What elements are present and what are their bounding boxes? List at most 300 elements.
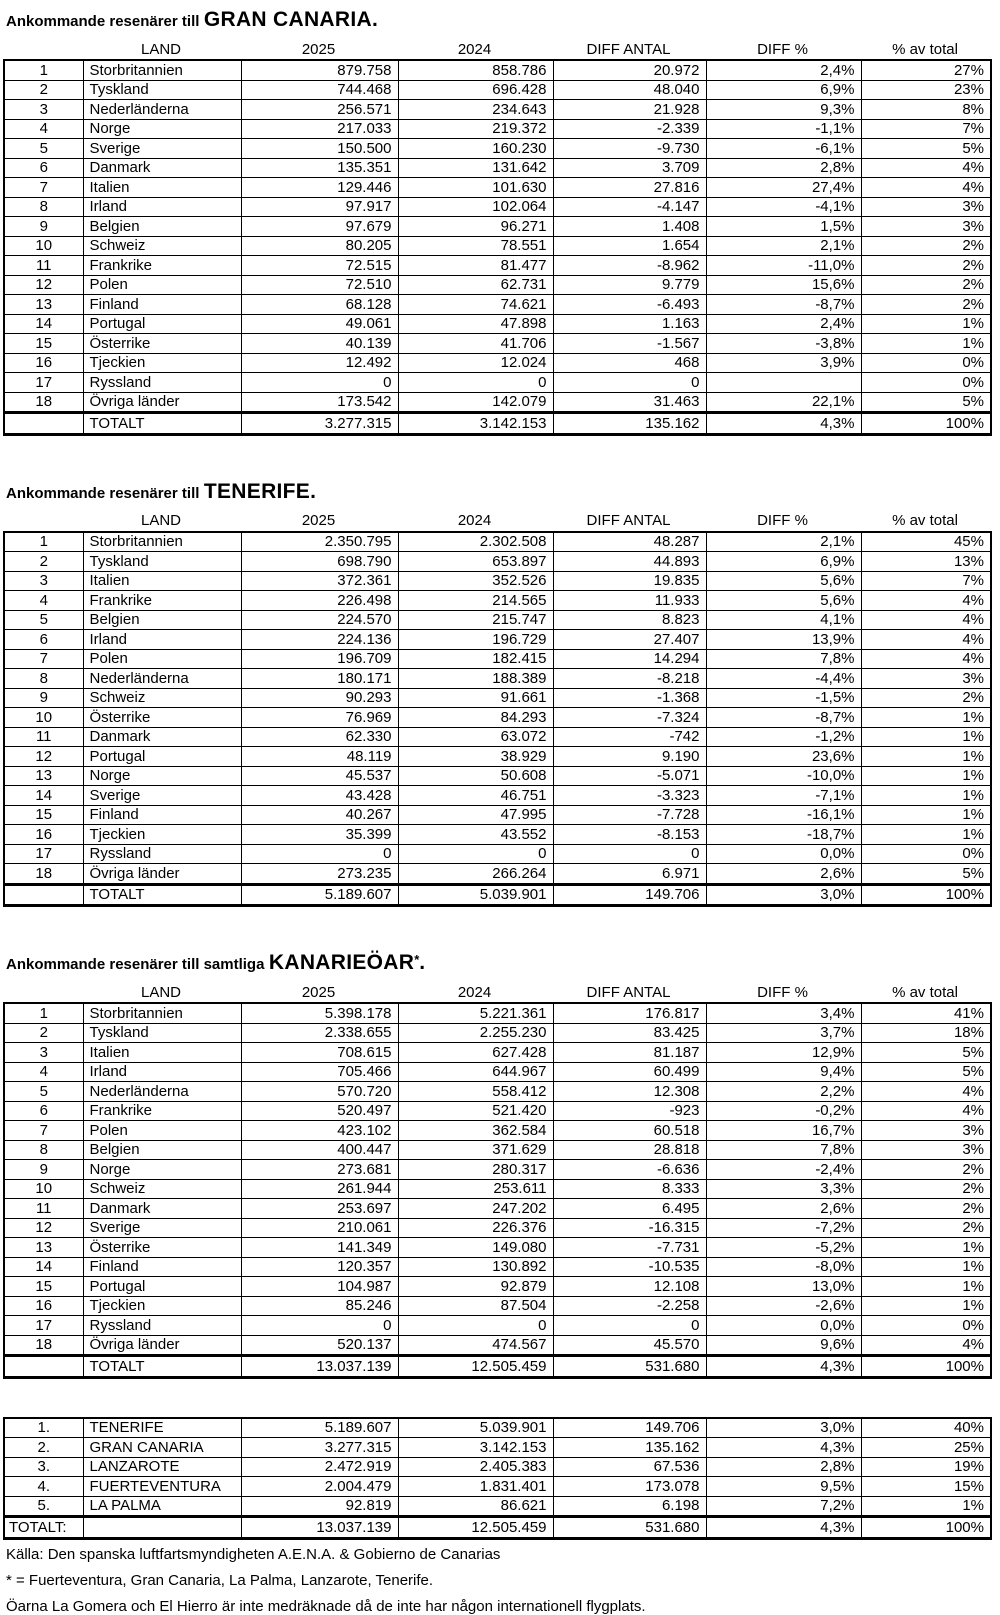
row-value-cell: -1.567 [553, 334, 706, 354]
table-row [4, 197, 991, 217]
row-value-cell: 1% [861, 1277, 991, 1297]
row-value-cell: 2.338.655 [241, 1023, 398, 1043]
row-value-cell: 2,1% [706, 532, 861, 552]
row-index-cell: 16 [4, 825, 83, 845]
row-index-cell: 3 [4, 100, 83, 120]
row-index-cell: 18 [4, 1335, 83, 1356]
row-value-cell: 9,5% [706, 1477, 861, 1497]
row-value-cell: 41.706 [398, 334, 553, 354]
row-label-cell: Sverige [83, 786, 241, 806]
row-value-cell: 38.929 [398, 747, 553, 767]
col-header-diff-pct: DIFF % [757, 512, 808, 529]
row-value-cell: 40% [861, 1418, 991, 1438]
row-index-cell: 4 [4, 1062, 83, 1082]
row-index-cell: 14 [4, 1257, 83, 1277]
row-value-cell: 41% [861, 1003, 991, 1023]
row-value-cell: 91.661 [398, 688, 553, 708]
row-value-cell: 3,4% [706, 1003, 861, 1023]
row-label-cell: Österrike [83, 1238, 241, 1258]
row-value-cell: 7,8% [706, 1140, 861, 1160]
row-index-cell: 2. [4, 1438, 83, 1458]
row-index-cell: 8 [4, 197, 83, 217]
row-value-cell: -8.962 [553, 256, 706, 276]
table-row [4, 649, 991, 669]
row-value-cell: 3.142.153 [398, 1438, 553, 1458]
row-value-cell: 2% [861, 688, 991, 708]
row-value-cell: 35.399 [241, 825, 398, 845]
row-label-cell: Italien [83, 1043, 241, 1063]
row-index-cell: 1 [4, 532, 83, 552]
row-value-cell: 149.706 [553, 884, 706, 906]
row-value-cell: 5% [861, 139, 991, 159]
row-value-cell: 627.428 [398, 1043, 553, 1063]
col-header-diff-antal: DIFF ANTAL [586, 40, 671, 58]
row-value-cell: 4,1% [706, 610, 861, 630]
row-index-cell: 2 [4, 80, 83, 100]
row-value-cell: 3% [861, 197, 991, 217]
row-value-cell: 247.202 [398, 1199, 553, 1219]
row-value-cell: 45.537 [241, 766, 398, 786]
section-title [6, 480, 1000, 504]
tenerife-table [3, 531, 992, 908]
row-value-cell: 100% [861, 1517, 991, 1539]
row-value-cell: 43.428 [241, 786, 398, 806]
row-label-cell: Tyskland [83, 552, 241, 572]
row-value-cell: 1% [861, 1496, 991, 1517]
row-value-cell: 644.967 [398, 1062, 553, 1082]
row-label-cell: Polen [83, 649, 241, 669]
row-value-cell: 6.495 [553, 1199, 706, 1219]
table-row [4, 275, 991, 295]
row-value-cell: 47.995 [398, 805, 553, 825]
row-value-cell: 40.139 [241, 334, 398, 354]
row-value-cell: 1.163 [553, 314, 706, 334]
table-row [4, 571, 991, 591]
kanarieoar-table [3, 1002, 992, 1379]
row-value-cell: 2,2% [706, 1082, 861, 1102]
row-value-cell: 188.389 [398, 669, 553, 689]
row-value-cell: 13% [861, 552, 991, 572]
row-value-cell: 4% [861, 610, 991, 630]
islands-note: Öarna La Gomera och El Hierro är inte medräknade då de inte har någon internationell flygplats. [6, 1597, 646, 1615]
row-index-cell: 2 [4, 1023, 83, 1043]
row-value-cell: 1% [861, 805, 991, 825]
table-row [4, 766, 991, 786]
row-value-cell: 135.162 [553, 1438, 706, 1458]
row-value-cell: -6.636 [553, 1160, 706, 1180]
row-value-cell: 531.680 [553, 1356, 706, 1378]
row-value-cell: -3.323 [553, 786, 706, 806]
asterisk-note: * = Fuerteventura, Gran Canaria, La Palma, Lanzarote, Tenerife. [6, 1571, 434, 1589]
row-index-cell: 17 [4, 373, 83, 393]
table-row [4, 1121, 991, 1141]
row-label-cell: Danmark [83, 158, 241, 178]
row-value-cell: 15,6% [706, 275, 861, 295]
table-row [4, 669, 991, 689]
row-value-cell: 27.407 [553, 630, 706, 650]
table-row [4, 825, 991, 845]
row-value-cell: 9.190 [553, 747, 706, 767]
row-value-cell: 19.835 [553, 571, 706, 591]
row-index-cell: 3. [4, 1457, 83, 1477]
table-row [4, 373, 991, 393]
row-value-cell: 78.551 [398, 236, 553, 256]
row-index-cell: 10 [4, 1179, 83, 1199]
row-value-cell: 4% [861, 649, 991, 669]
row-value-cell: 2,6% [706, 1199, 861, 1219]
row-value-cell: 9.779 [553, 275, 706, 295]
table-row [4, 1438, 991, 1458]
row-label-cell: Finland [83, 295, 241, 315]
row-label-cell: Frankrike [83, 256, 241, 276]
row-value-cell: 3.277.315 [241, 1438, 398, 1458]
row-value-cell: 13,0% [706, 1277, 861, 1297]
table-row [4, 100, 991, 120]
row-value-cell: 0 [553, 844, 706, 864]
row-value-cell: 2% [861, 1160, 991, 1180]
row-value-cell: 224.136 [241, 630, 398, 650]
table-row [4, 1003, 991, 1023]
row-value-cell: 49.061 [241, 314, 398, 334]
table-row [4, 1457, 991, 1477]
table-row [4, 1316, 991, 1336]
row-index-cell: 2 [4, 552, 83, 572]
row-value-cell: 12.308 [553, 1082, 706, 1102]
row-value-cell: 0% [861, 844, 991, 864]
row-value-cell: 0 [241, 1316, 398, 1336]
row-index-cell: 14 [4, 786, 83, 806]
title-prefix: Ankommande resenärer till [6, 13, 200, 30]
row-index-cell: 8 [4, 669, 83, 689]
row-value-cell: 8.333 [553, 1179, 706, 1199]
row-value-cell: 3% [861, 1140, 991, 1160]
row-index-cell [4, 413, 83, 435]
table-row [4, 119, 991, 139]
row-value-cell: 3,7% [706, 1023, 861, 1043]
row-label-cell: GRAN CANARIA [83, 1438, 241, 1458]
row-value-cell: 7% [861, 119, 991, 139]
row-value-cell: 45.570 [553, 1335, 706, 1356]
row-value-cell: 5% [861, 864, 991, 885]
table-row [4, 864, 991, 885]
row-label-cell: Norge [83, 119, 241, 139]
table-row [4, 314, 991, 334]
row-value-cell: 63.072 [398, 727, 553, 747]
row-value-cell: -8,7% [706, 708, 861, 728]
row-value-cell: 3% [861, 217, 991, 237]
row-index-cell: 15 [4, 1277, 83, 1297]
row-value-cell: 96.271 [398, 217, 553, 237]
row-value-cell: -742 [553, 727, 706, 747]
col-header-diff-pct: DIFF % [757, 40, 808, 58]
row-value-cell: 11.933 [553, 591, 706, 611]
table-row [4, 591, 991, 611]
row-value-cell: 9,3% [706, 100, 861, 120]
row-value-cell: 5% [861, 392, 991, 413]
row-value-cell: 558.412 [398, 1082, 553, 1102]
col-header-2025: 2025 [301, 983, 336, 1001]
row-value-cell: 1% [861, 1238, 991, 1258]
row-index-cell: 12 [4, 275, 83, 295]
row-label-cell [83, 1517, 241, 1539]
row-value-cell: 3,9% [706, 353, 861, 373]
row-index-cell: 7 [4, 1121, 83, 1141]
row-value-cell: 104.987 [241, 1277, 398, 1297]
column-headers [3, 511, 1000, 531]
col-header-land: LAND [140, 40, 181, 58]
row-value-cell: -8,0% [706, 1257, 861, 1277]
row-value-cell: 2,4% [706, 60, 861, 80]
row-value-cell: 1,5% [706, 217, 861, 237]
row-label-cell: Nederländerna [83, 100, 241, 120]
row-value-cell: 3% [861, 669, 991, 689]
row-index-cell: 17 [4, 1316, 83, 1336]
row-index-cell: 10 [4, 708, 83, 728]
row-label-cell: LANZAROTE [83, 1457, 241, 1477]
row-value-cell: 253.611 [398, 1179, 553, 1199]
row-value-cell: 150.500 [241, 139, 398, 159]
row-label-cell: Sverige [83, 1218, 241, 1238]
row-value-cell: 83.425 [553, 1023, 706, 1043]
row-value-cell: 3.142.153 [398, 413, 553, 435]
table-row [4, 1257, 991, 1277]
row-index-cell: 18 [4, 392, 83, 413]
row-label-cell: Ryssland [83, 373, 241, 393]
table-row [4, 1477, 991, 1497]
row-value-cell: 3% [861, 1121, 991, 1141]
row-label-cell: FUERTEVENTURA [83, 1477, 241, 1497]
row-value-cell: 215.747 [398, 610, 553, 630]
col-header-2025: 2025 [301, 512, 336, 529]
row-value-cell: 5% [861, 1043, 991, 1063]
row-value-cell: 81.477 [398, 256, 553, 276]
row-value-cell: -11,0% [706, 256, 861, 276]
row-value-cell: 4,3% [706, 1517, 861, 1539]
title-main: KANARIEÖAR [268, 951, 415, 974]
row-value-cell: 48.287 [553, 532, 706, 552]
row-value-cell: -7,2% [706, 1218, 861, 1238]
row-label-cell: Storbritannien [83, 60, 241, 80]
row-label-cell: Belgien [83, 610, 241, 630]
table-row [4, 60, 991, 80]
row-value-cell: 2% [861, 1179, 991, 1199]
row-value-cell: 1.831.401 [398, 1477, 553, 1497]
table-row [4, 844, 991, 864]
row-value-cell: 4,3% [706, 413, 861, 435]
row-value-cell: 744.468 [241, 80, 398, 100]
row-label-cell: Schweiz [83, 236, 241, 256]
row-value-cell: 5,6% [706, 571, 861, 591]
row-index-cell: 12 [4, 1218, 83, 1238]
row-value-cell: 173.542 [241, 392, 398, 413]
total-row [4, 1517, 991, 1539]
table-row [4, 1277, 991, 1297]
table-row [4, 630, 991, 650]
row-value-cell: 48.040 [553, 80, 706, 100]
row-value-cell: 5.039.901 [398, 1418, 553, 1438]
row-value-cell: -7.324 [553, 708, 706, 728]
table-row [4, 688, 991, 708]
col-header-pct-total: % av total [892, 40, 958, 58]
row-value-cell: 5.189.607 [241, 884, 398, 906]
title-prefix: Ankommande resenärer till [6, 484, 200, 502]
row-value-cell: 273.235 [241, 864, 398, 885]
row-value-cell: 217.033 [241, 119, 398, 139]
row-value-cell: 44.893 [553, 552, 706, 572]
row-value-cell: -1,1% [706, 119, 861, 139]
table-row [4, 1296, 991, 1316]
row-value-cell: 86.621 [398, 1496, 553, 1517]
row-value-cell: 5,6% [706, 591, 861, 611]
row-value-cell: 266.264 [398, 864, 553, 885]
row-label-cell: Tyskland [83, 1023, 241, 1043]
row-value-cell: 27.816 [553, 178, 706, 198]
row-value-cell: 14.294 [553, 649, 706, 669]
row-label-cell: TOTALT [83, 1356, 241, 1378]
row-index-cell: 12 [4, 747, 83, 767]
row-label-cell: TOTALT [83, 884, 241, 906]
row-value-cell: -7,1% [706, 786, 861, 806]
row-value-cell: 19% [861, 1457, 991, 1477]
row-value-cell: 4% [861, 158, 991, 178]
row-value-cell: 7,8% [706, 649, 861, 669]
table-row [4, 1496, 991, 1517]
row-value-cell: 27% [861, 60, 991, 80]
row-value-cell: -4.147 [553, 197, 706, 217]
row-value-cell: 48.119 [241, 747, 398, 767]
row-value-cell: 12.492 [241, 353, 398, 373]
row-value-cell: 4,3% [706, 1356, 861, 1378]
row-index-cell: 5 [4, 610, 83, 630]
row-label-cell: Portugal [83, 314, 241, 334]
table-row [4, 1218, 991, 1238]
row-value-cell: 219.372 [398, 119, 553, 139]
row-value-cell: 400.447 [241, 1140, 398, 1160]
row-value-cell: 5.398.178 [241, 1003, 398, 1023]
section-title [6, 8, 1000, 32]
row-label-cell: Österrike [83, 708, 241, 728]
table-row [4, 392, 991, 413]
row-label-cell: Övriga länder [83, 392, 241, 413]
row-value-cell: 2% [861, 1199, 991, 1219]
row-index-cell: 3 [4, 1043, 83, 1063]
row-value-cell: -18,7% [706, 825, 861, 845]
row-value-cell: 100% [861, 884, 991, 906]
row-value-cell: 160.230 [398, 139, 553, 159]
row-value-cell: 141.349 [241, 1238, 398, 1258]
row-index-cell: 8 [4, 1140, 83, 1160]
row-value-cell: 74.621 [398, 295, 553, 315]
row-value-cell: 3,3% [706, 1179, 861, 1199]
row-index-cell: 17 [4, 844, 83, 864]
row-label-cell: Italien [83, 571, 241, 591]
table-row [4, 80, 991, 100]
row-index-cell: 15 [4, 805, 83, 825]
row-value-cell: 879.758 [241, 60, 398, 80]
col-header-2024: 2024 [457, 983, 492, 1001]
row-index-cell: 9 [4, 688, 83, 708]
title-end: . [419, 951, 426, 974]
row-label-cell: Sverige [83, 139, 241, 159]
col-header-2024: 2024 [457, 512, 492, 529]
row-value-cell: 5% [861, 1062, 991, 1082]
row-value-cell: 1% [861, 708, 991, 728]
row-value-cell: 2.350.795 [241, 532, 398, 552]
table-row [4, 1179, 991, 1199]
table-row [4, 747, 991, 767]
table-row [4, 236, 991, 256]
column-headers [3, 39, 1000, 59]
row-value-cell: 0 [553, 1316, 706, 1336]
table-row [4, 1082, 991, 1102]
row-value-cell: 176.817 [553, 1003, 706, 1023]
row-value-cell: -8,7% [706, 295, 861, 315]
row-value-cell: 0,0% [706, 844, 861, 864]
row-value-cell: 102.064 [398, 197, 553, 217]
row-value-cell: 2.405.383 [398, 1457, 553, 1477]
row-value-cell: 5.221.361 [398, 1003, 553, 1023]
table-row [4, 1101, 991, 1121]
row-value-cell: 1.654 [553, 236, 706, 256]
row-index-cell: 14 [4, 314, 83, 334]
row-value-cell: -923 [553, 1101, 706, 1121]
row-value-cell: 5.039.901 [398, 884, 553, 906]
row-value-cell: 0% [861, 1316, 991, 1336]
row-value-cell: 40.267 [241, 805, 398, 825]
row-value-cell: 2% [861, 275, 991, 295]
row-value-cell: 371.629 [398, 1140, 553, 1160]
footer-notes [6, 1546, 1000, 1615]
row-index-cell: 4 [4, 591, 83, 611]
row-label-cell: Övriga länder [83, 864, 241, 885]
section-title [6, 951, 1000, 975]
row-index-cell: 6 [4, 158, 83, 178]
row-value-cell: 80.205 [241, 236, 398, 256]
row-value-cell [706, 373, 861, 393]
col-header-diff-antal: DIFF ANTAL [586, 983, 671, 1001]
row-value-cell: -7.728 [553, 805, 706, 825]
source-note: Källa: Den spanska luftfartsmyndigheten A.E.N.A. & Gobierno de Canarias [6, 1545, 501, 1563]
row-value-cell: 0 [398, 1316, 553, 1336]
table-row [4, 217, 991, 237]
row-value-cell: 149.080 [398, 1238, 553, 1258]
row-value-cell: 1% [861, 1296, 991, 1316]
table-row [4, 1418, 991, 1438]
row-value-cell: 130.892 [398, 1257, 553, 1277]
row-index-cell: 11 [4, 1199, 83, 1219]
row-value-cell: -9.730 [553, 139, 706, 159]
row-value-cell: -5,2% [706, 1238, 861, 1258]
row-value-cell: -7.731 [553, 1238, 706, 1258]
row-value-cell: 2% [861, 236, 991, 256]
row-index-cell: 11 [4, 727, 83, 747]
row-value-cell: 22,1% [706, 392, 861, 413]
row-value-cell: 2,8% [706, 1457, 861, 1477]
row-value-cell: 1% [861, 747, 991, 767]
row-index-cell: 5 [4, 139, 83, 159]
row-value-cell: 0% [861, 353, 991, 373]
row-value-cell: 372.361 [241, 571, 398, 591]
row-value-cell: 1% [861, 334, 991, 354]
row-index-cell: 1 [4, 1003, 83, 1023]
row-value-cell: 468 [553, 353, 706, 373]
row-value-cell: 21.928 [553, 100, 706, 120]
gran-canaria-table [3, 59, 992, 436]
row-index-cell: 4 [4, 119, 83, 139]
row-value-cell: 12.505.459 [398, 1517, 553, 1539]
row-value-cell: 2.302.508 [398, 532, 553, 552]
col-header-diff-pct: DIFF % [757, 983, 808, 1001]
